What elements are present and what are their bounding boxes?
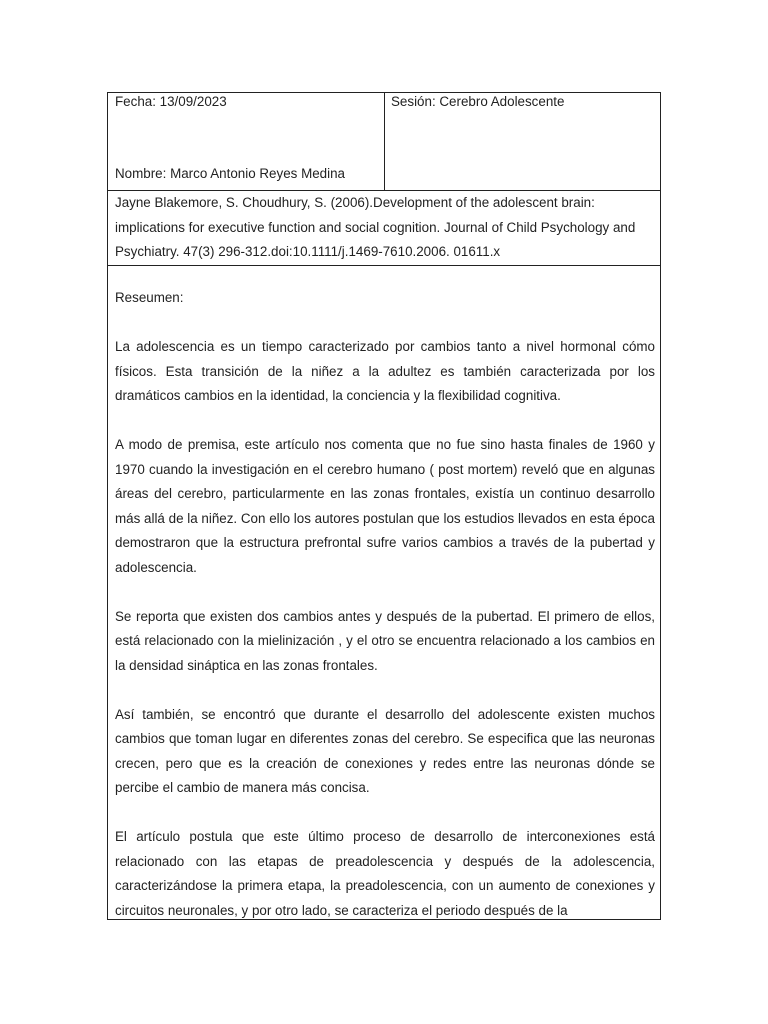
header-left-cell	[108, 93, 385, 190]
name-field: Nombre: Marco Antonio Reyes Medina	[115, 166, 345, 181]
summary-text	[115, 286, 655, 920]
summary-row	[108, 266, 660, 920]
paragraph: El artículo postula que este último proceso de desarrollo de interconexiones está relacionado con las etapas de preadolescencia y después de la adolescencia, caracterizándose la primera etapa, la preadolescencia, con un aumento de conexiones y circuitos neuronales, y por otro lado, se caracteriza el periodo después de la	[115, 829, 655, 918]
date-field: Fecha: 13/09/2023	[115, 94, 227, 109]
reference-row	[108, 191, 660, 266]
paragraph: La adolescencia es un tiempo caracterizado por cambios tanto a nivel hormonal cómo físicos. Esta transición de la niñez a la adultez es también caracterizada por los dramáticos cambios en la identidad, la conciencia y la flexibilidad cognitiva.	[115, 339, 655, 403]
paragraph: Se reporta que existen dos cambios antes y después de la pubertad. El primero de ellos, está relacionado con la mielinización , y el otro se encuentra relacionado a los cambios en la densidad sináptica en las zonas frontales.	[115, 608, 655, 673]
paragraph: A modo de premisa, este artículo nos comenta que no fue sino hasta finales de 1960 y 1970 cuando la investigación en el cerebro humano ( post mortem) reveló que en algunas áreas del cerebro, particularmente en las zonas frontales, existía un continuo desarrollo más allá de la niñez. Con ello los autores postulan que los estudios llevados en esta época demostraron que la estructura prefrontal sufre varios cambios a través de la pubertad y adolescencia.	[115, 437, 655, 575]
document-table	[107, 92, 661, 920]
summary-heading: Reseumen:	[115, 290, 184, 305]
header-right-cell	[385, 93, 660, 190]
header-row	[108, 93, 660, 191]
session-field: Sesión: Cerebro Adolescente	[391, 94, 565, 109]
paragraph: Así también, se encontró que durante el desarrollo del adolescente existen muchos cambios que toman lugar en diferentes zonas del cerebro. Se especifica que las neuronas crecen, pero que es la creación de conexiones y redes entre las neuronas dónde se percibe el cambio de manera más concisa.	[115, 706, 655, 795]
citation-text: Jayne Blakemore, S. Choudhury, S. (2006).Development of the adolescent brain: implications for executive function and social cognition. Journal of Child Psychology and Psychiatry. 47(3) 296-312.doi:10.1111/j.1469-7610.2006. 01611.x	[115, 195, 636, 259]
